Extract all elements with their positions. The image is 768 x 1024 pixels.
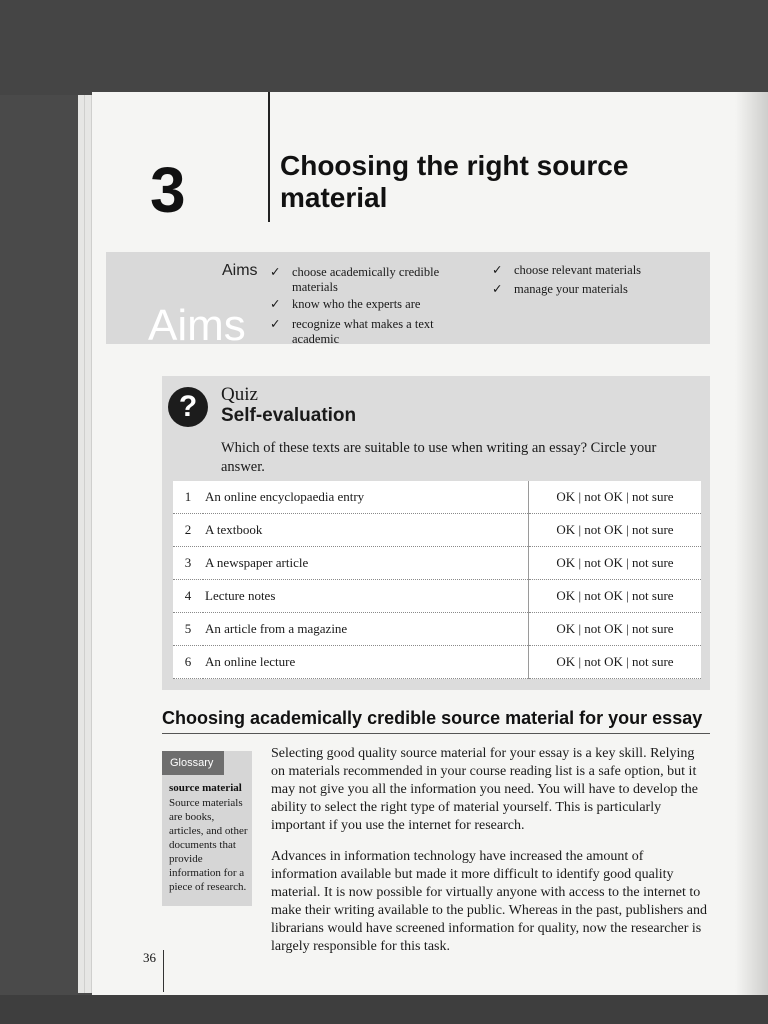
quiz-answer-options[interactable]: OK | not OK | not sure [529,646,702,679]
body-paragraph: Advances in information technology have increased the amount of information available but made it more difficult to identify good quality material. It is now possible for virtually anyone with access to the internet to make their writing available to the public. Whereas in the past, publishers and librarians would have screened information for quality, now the researcher is largely responsible for this task. [271,849,707,954]
aims-item [270,297,460,312]
body-paragraph: Selecting good quality source material for your essay is a key skill. Relying on materials recommended in your course reading list is a safe option, but it may not give you all the information you need. You will have to develop the ability to select the right type of material yourself. This is particularly important if you use the internet for research. [271,746,698,833]
page-edge [78,95,85,993]
page-number: 36 [143,950,156,965]
quiz-answer-options[interactable]: OK | not OK | not sure [529,580,702,613]
quiz-row-text: An online lecture [203,646,529,679]
chapter-divider [268,92,270,222]
quiz-row-number: 5 [173,613,203,646]
glossary-definition: Source materials are books, articles, and other documents that provide information for a piece of research. [169,797,248,893]
quiz-row-text: An article from a magazine [203,613,529,646]
quiz-answer-options[interactable]: OK | not OK | not sure [529,514,702,547]
chapter-title: Choosing the right source material [280,150,629,213]
quiz-row-text: A newspaper article [203,547,529,580]
quiz-question: Which of these texts are suitable to use when writing an essay? Circle your answer. [221,440,657,475]
quiz-answer-options[interactable]: OK | not OK | not sure [529,481,702,514]
quiz-row [173,547,701,580]
quiz-row-number: 6 [173,646,203,679]
quiz-subtitle: Self-evaluation [221,405,357,426]
quiz-row-number: 1 [173,481,203,514]
quiz-row-text: An online encyclopaedia entry [203,481,529,514]
quiz-row-number: 3 [173,547,203,580]
aims-item [270,317,460,347]
scan-background-top [0,0,768,95]
aims-item-text: recognize what makes a text academic [292,317,434,346]
section-divider [162,733,710,734]
chapter-number: 3 [150,154,186,226]
check-icon: ✓ [270,265,281,279]
quiz-row [173,514,701,547]
check-icon: ✓ [492,263,503,277]
aims-watermark: Aims [148,301,246,350]
aims-item-text: choose academically credible materials [292,265,440,294]
check-icon: ✓ [270,317,281,331]
page-edge [85,95,92,993]
quiz-row-number: 4 [173,580,203,613]
quiz-row [173,613,701,646]
section-heading: Choosing academically credible source material for your essay [162,708,703,728]
glossary-heading: Glossary [162,751,224,775]
glossary-term: source material [169,782,242,794]
quiz-answer-options[interactable]: OK | not OK | not sure [529,547,702,580]
aims-item [270,265,460,295]
scan-background-bottom [0,995,768,1024]
check-icon: ✓ [270,297,281,311]
aims-item-text: choose relevant materials [514,263,642,277]
aims-item [492,282,692,297]
quiz-row-text: Lecture notes [203,580,529,613]
quiz-row [173,580,701,613]
check-icon: ✓ [492,282,503,296]
page-number-rule [163,950,164,992]
quiz-row [173,481,701,514]
quiz-row-number: 2 [173,514,203,547]
quiz-table [173,481,701,679]
quiz-row-text: A textbook [203,514,529,547]
quiz-answer-options[interactable]: OK | not OK | not sure [529,613,702,646]
aims-item [492,263,692,278]
spine-shadow [735,92,768,995]
question-mark-icon: ? [168,387,208,427]
quiz-row [173,646,701,679]
quiz-label: Quiz [221,384,258,405]
aims-label: Aims [222,262,258,279]
aims-item-text: manage your materials [514,282,628,296]
aims-item-text: know who the experts are [292,297,421,311]
